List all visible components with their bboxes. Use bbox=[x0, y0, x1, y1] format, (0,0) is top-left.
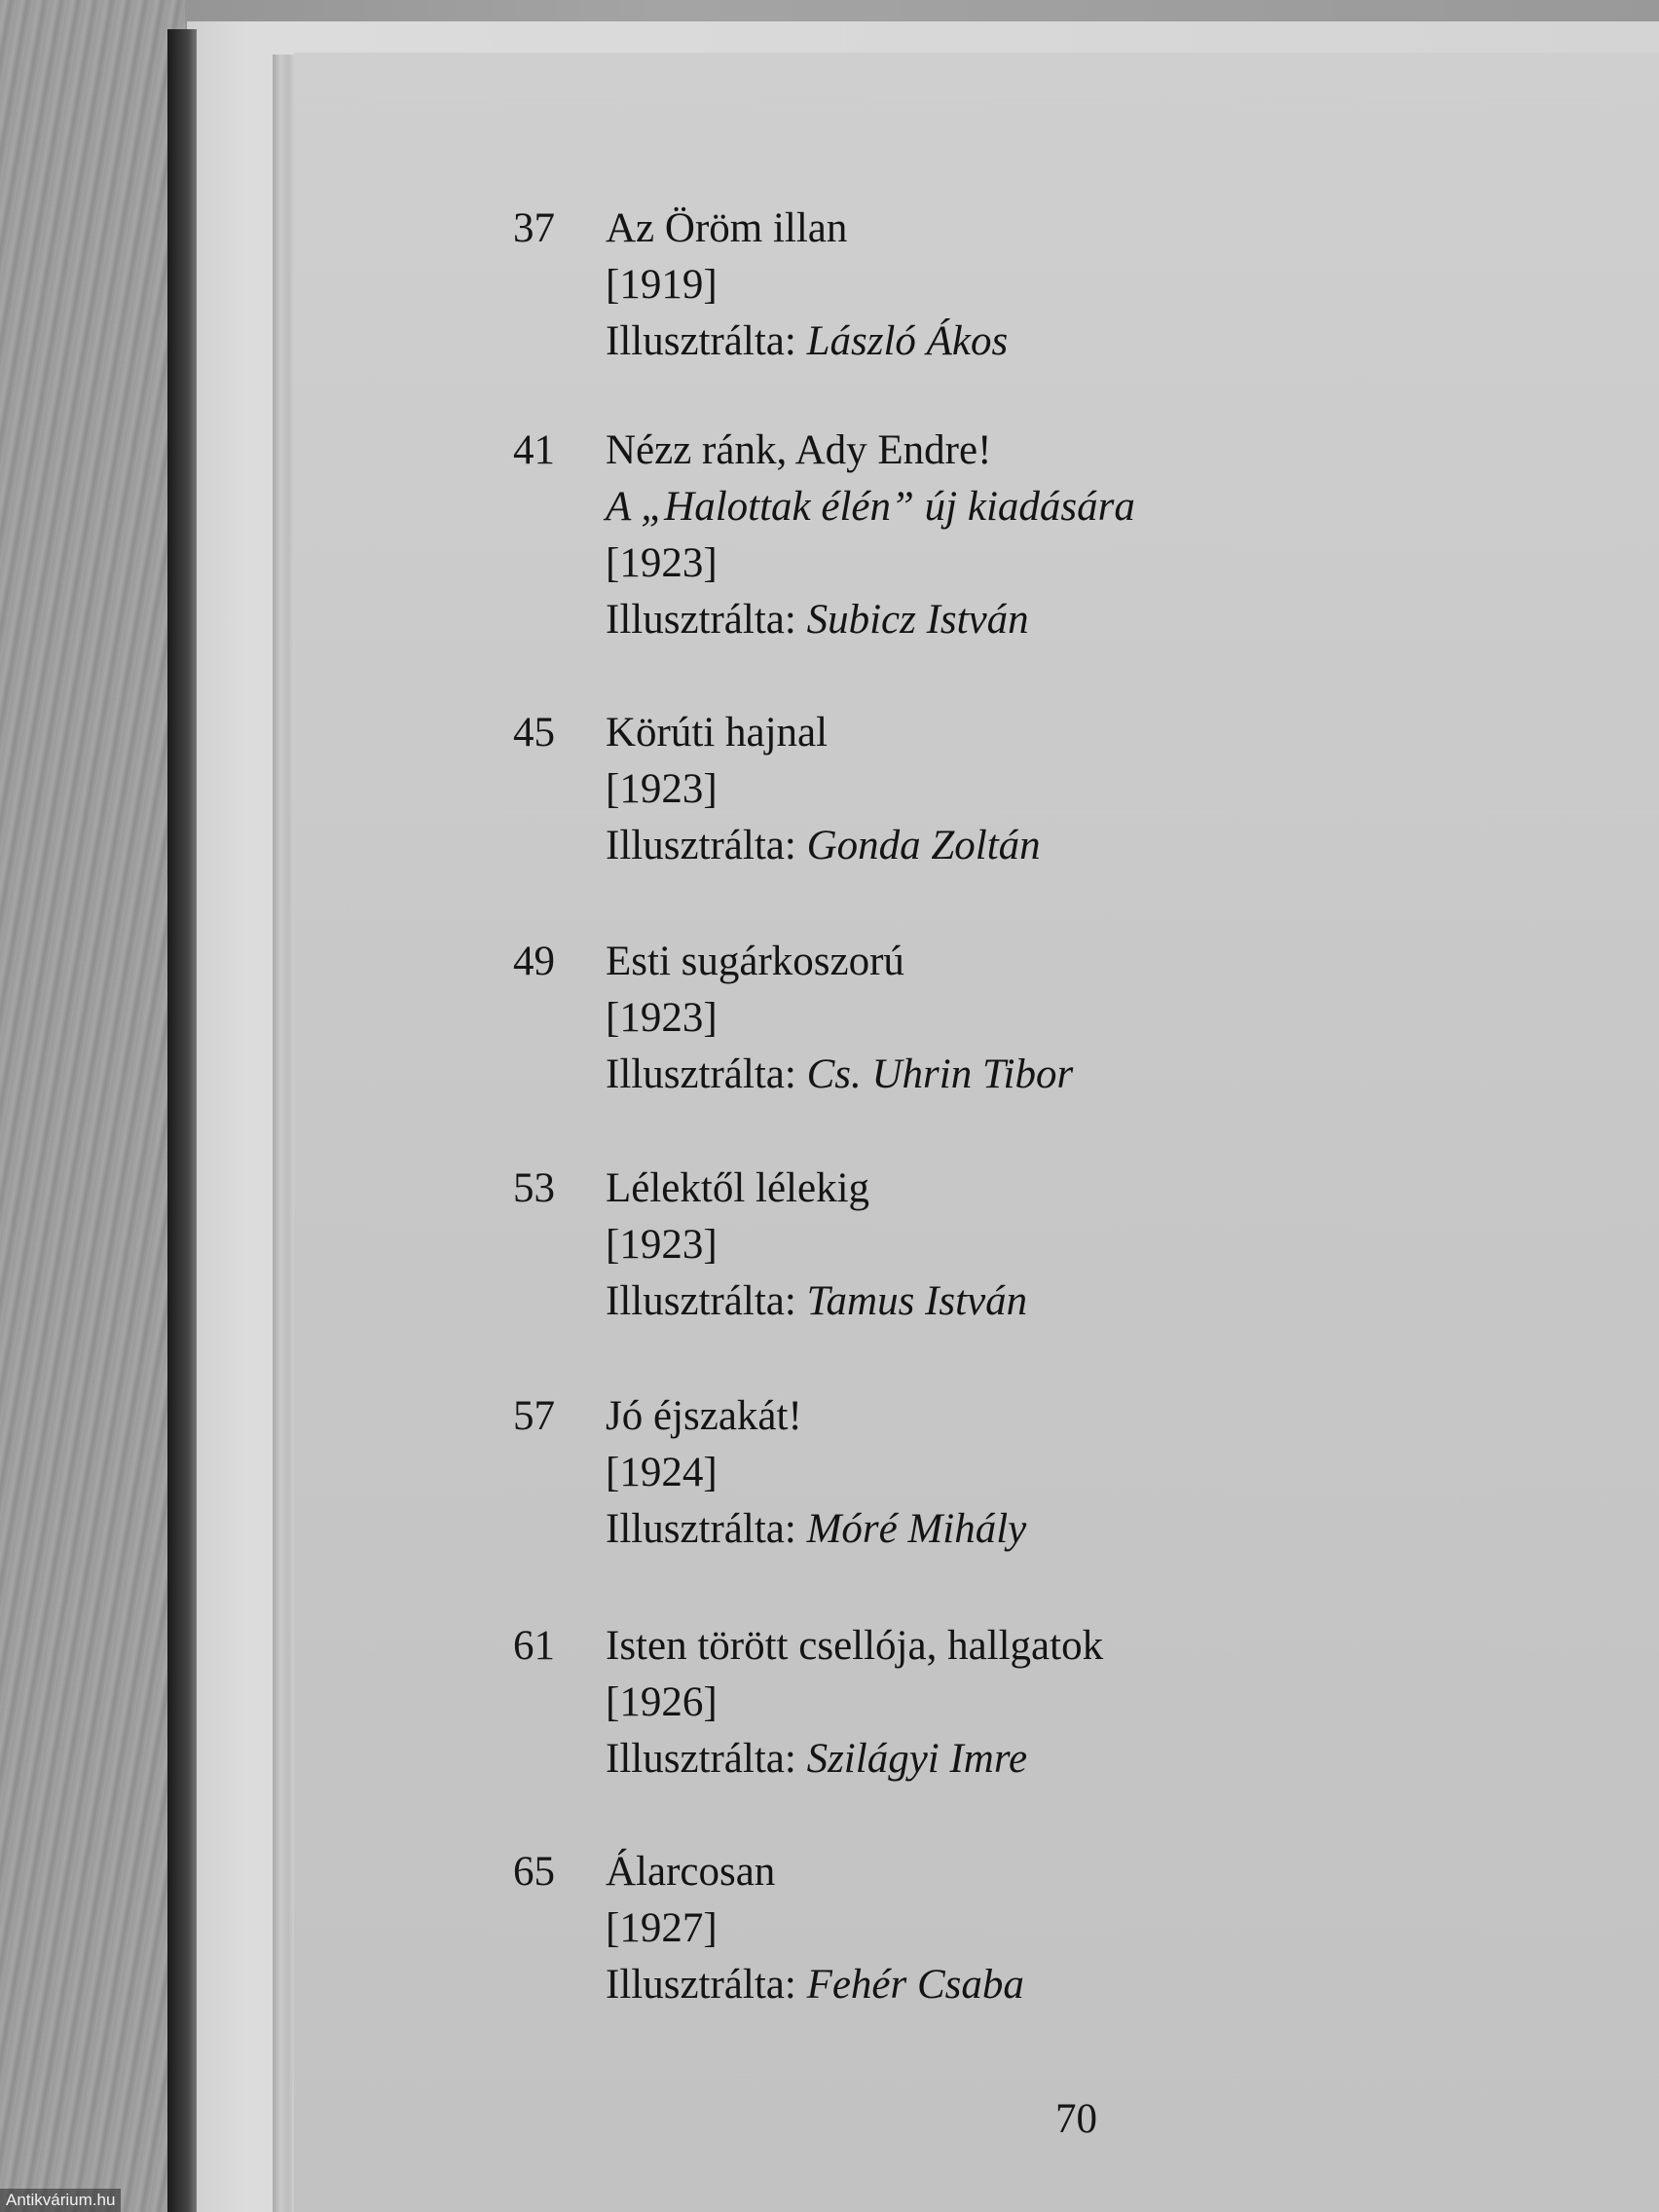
toc-year: [1924] bbox=[606, 1450, 718, 1495]
toc-title: Az Öröm illan bbox=[606, 205, 848, 251]
table-of-contents bbox=[294, 53, 1659, 2212]
toc-illustrator-line bbox=[606, 1957, 1024, 2013]
toc-illustrator-label: Illusztrálta: bbox=[606, 1278, 796, 1324]
toc-year: [1923] bbox=[606, 995, 718, 1041]
toc-page-number: 61 bbox=[513, 1623, 555, 1669]
watermark: Antikvárium.hu bbox=[0, 2189, 121, 2212]
toc-illustrator-label: Illusztrálta: bbox=[606, 1506, 796, 1552]
toc-title: Lélektől lélekig bbox=[606, 1165, 870, 1211]
toc-illustrator-label: Illusztrálta: bbox=[606, 1736, 796, 1782]
toc-illustrator-line bbox=[606, 592, 1135, 648]
toc-illustrator-line bbox=[606, 1501, 1026, 1558]
toc-illustrator-line bbox=[606, 818, 1041, 874]
toc-year: [1923] bbox=[606, 540, 718, 586]
toc-illustrator-name: Fehér Csaba bbox=[806, 1962, 1024, 2008]
toc-illustrator-name: Cs. Uhrin Tibor bbox=[806, 1051, 1074, 1097]
toc-page-number: 53 bbox=[513, 1165, 555, 1211]
toc-illustrator-line bbox=[606, 313, 1008, 370]
toc-illustrator-name: Móré Mihály bbox=[806, 1506, 1027, 1552]
toc-illustrator-name: Szilágyi Imre bbox=[806, 1736, 1028, 1782]
toc-title: Körúti hajnal bbox=[606, 710, 829, 756]
toc-illustrator-label: Illusztrálta: bbox=[606, 1962, 796, 2008]
page-number: 70 bbox=[1055, 2096, 1097, 2142]
toc-illustrator-name: Subicz István bbox=[806, 597, 1029, 643]
toc-year: [1926] bbox=[606, 1679, 718, 1725]
toc-year: [1919] bbox=[606, 262, 718, 308]
toc-title: Nézz ránk, Ady Endre! bbox=[606, 427, 992, 473]
toc-illustrator-label: Illusztrálta: bbox=[606, 597, 796, 643]
toc-illustrator-line bbox=[606, 1273, 1027, 1330]
toc-year: [1923] bbox=[606, 1222, 718, 1268]
toc-year: [1923] bbox=[606, 766, 718, 812]
toc-illustrator-name: László Ákos bbox=[806, 318, 1009, 364]
toc-title: Isten törött csellója, hallgatok bbox=[606, 1623, 1104, 1669]
toc-page-number: 37 bbox=[513, 205, 555, 251]
toc-subtitle: A „Halottak élén” új kiadására bbox=[606, 484, 1135, 530]
toc-illustrator-line bbox=[606, 1047, 1073, 1103]
toc-title: Jó éjszakát! bbox=[606, 1393, 802, 1439]
toc-illustrator-line bbox=[606, 1731, 1103, 1788]
toc-year: [1927] bbox=[606, 1905, 718, 1951]
toc-illustrator-label: Illusztrálta: bbox=[606, 823, 796, 868]
toc-title: Álarcosan bbox=[606, 1849, 776, 1895]
toc-page-number: 41 bbox=[513, 427, 555, 473]
toc-page-number: 49 bbox=[513, 939, 555, 984]
toc-page-number: 65 bbox=[513, 1849, 555, 1895]
toc-title: Esti sugárkoszorú bbox=[606, 939, 904, 984]
book-cover-edge bbox=[167, 29, 197, 2212]
toc-illustrator-name: Gonda Zoltán bbox=[806, 823, 1041, 868]
book-page bbox=[294, 53, 1659, 2212]
table-surface bbox=[0, 0, 185, 2212]
toc-illustrator-label: Illusztrálta: bbox=[606, 1051, 796, 1097]
toc-illustrator-label: Illusztrálta: bbox=[606, 318, 796, 364]
toc-illustrator-name: Tamus István bbox=[806, 1278, 1028, 1324]
toc-page-number: 57 bbox=[513, 1393, 555, 1439]
toc-page-number: 45 bbox=[513, 710, 555, 756]
